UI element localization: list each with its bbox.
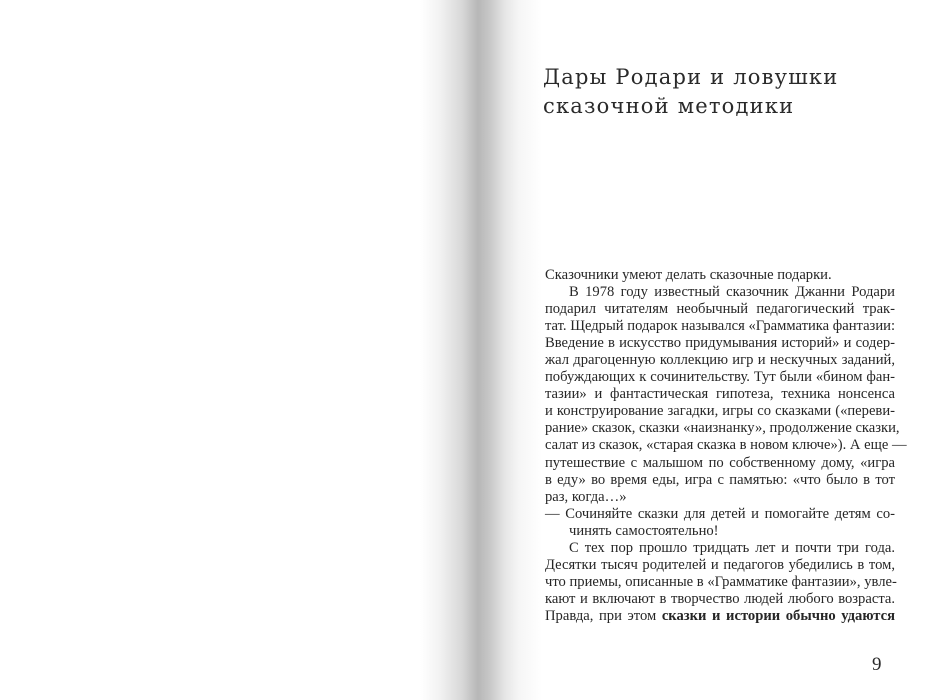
body-line: жал драгоценную коллекцию игр и нескучных заданий,	[545, 352, 895, 369]
body-line-final-text: Правда, при этом	[545, 607, 657, 624]
body-line: тазии» и фантастическая гипотеза, техника нонсенса	[545, 386, 895, 403]
body-line: С тех пор прошло тридцать лет и почти три года.	[569, 539, 895, 556]
body-line: в еду» во время еды, игра с памятью: «что было в тот	[545, 471, 895, 488]
chapter-title	[543, 63, 923, 121]
body-line: побуждающих к сочинительству. Тут были «бином фан-	[545, 369, 895, 386]
chapter-title-line-1: Дары Родари и ловушки	[543, 65, 839, 89]
body-line: кают и включают в творчество людей любого возраста.	[545, 590, 895, 607]
body-line: чинять самостоятельно!	[569, 522, 719, 539]
body-line: раз, когда…»	[545, 488, 627, 505]
bold-phrase: сказки и истории обычно удаются	[661, 607, 895, 624]
body-line: что приемы, описанные в «Грамматике фантазии», увле-	[545, 573, 897, 590]
body-line: Десятки тысяч родителей и педагогов убедились в том,	[545, 556, 895, 573]
body-line: В 1978 году известный сказочник Джанни Родари	[569, 284, 895, 301]
body-line: тат. Щедрый подарок назывался «Грамматика фантазии:	[545, 318, 895, 335]
page-number: 9	[872, 654, 882, 675]
body-line: и конструирование загадки, игры со сказками («переви-	[545, 403, 895, 420]
body-line: рание» сказок, сказки «наизнанку», продолжение сказки,	[545, 420, 900, 437]
body-line-final	[545, 608, 895, 625]
body-text	[545, 267, 907, 625]
chapter-title-line-2: сказочной методики	[543, 94, 795, 118]
body-line: Сказочники умеют делать сказочные подарки.	[545, 267, 832, 283]
body-line: путешествие с малышом по собственному дому, «игра	[545, 454, 895, 471]
body-line: подарил читателям необычный педагогический трак-	[545, 301, 895, 318]
body-line: — Сочиняйте сказки для детей и помогайте детям со-	[545, 505, 895, 522]
body-line: салат из сказок, «старая сказка в новом ключе»). А еще —	[545, 437, 907, 454]
body-line: Введение в искусство придумывания историй» и содер-	[545, 335, 895, 352]
